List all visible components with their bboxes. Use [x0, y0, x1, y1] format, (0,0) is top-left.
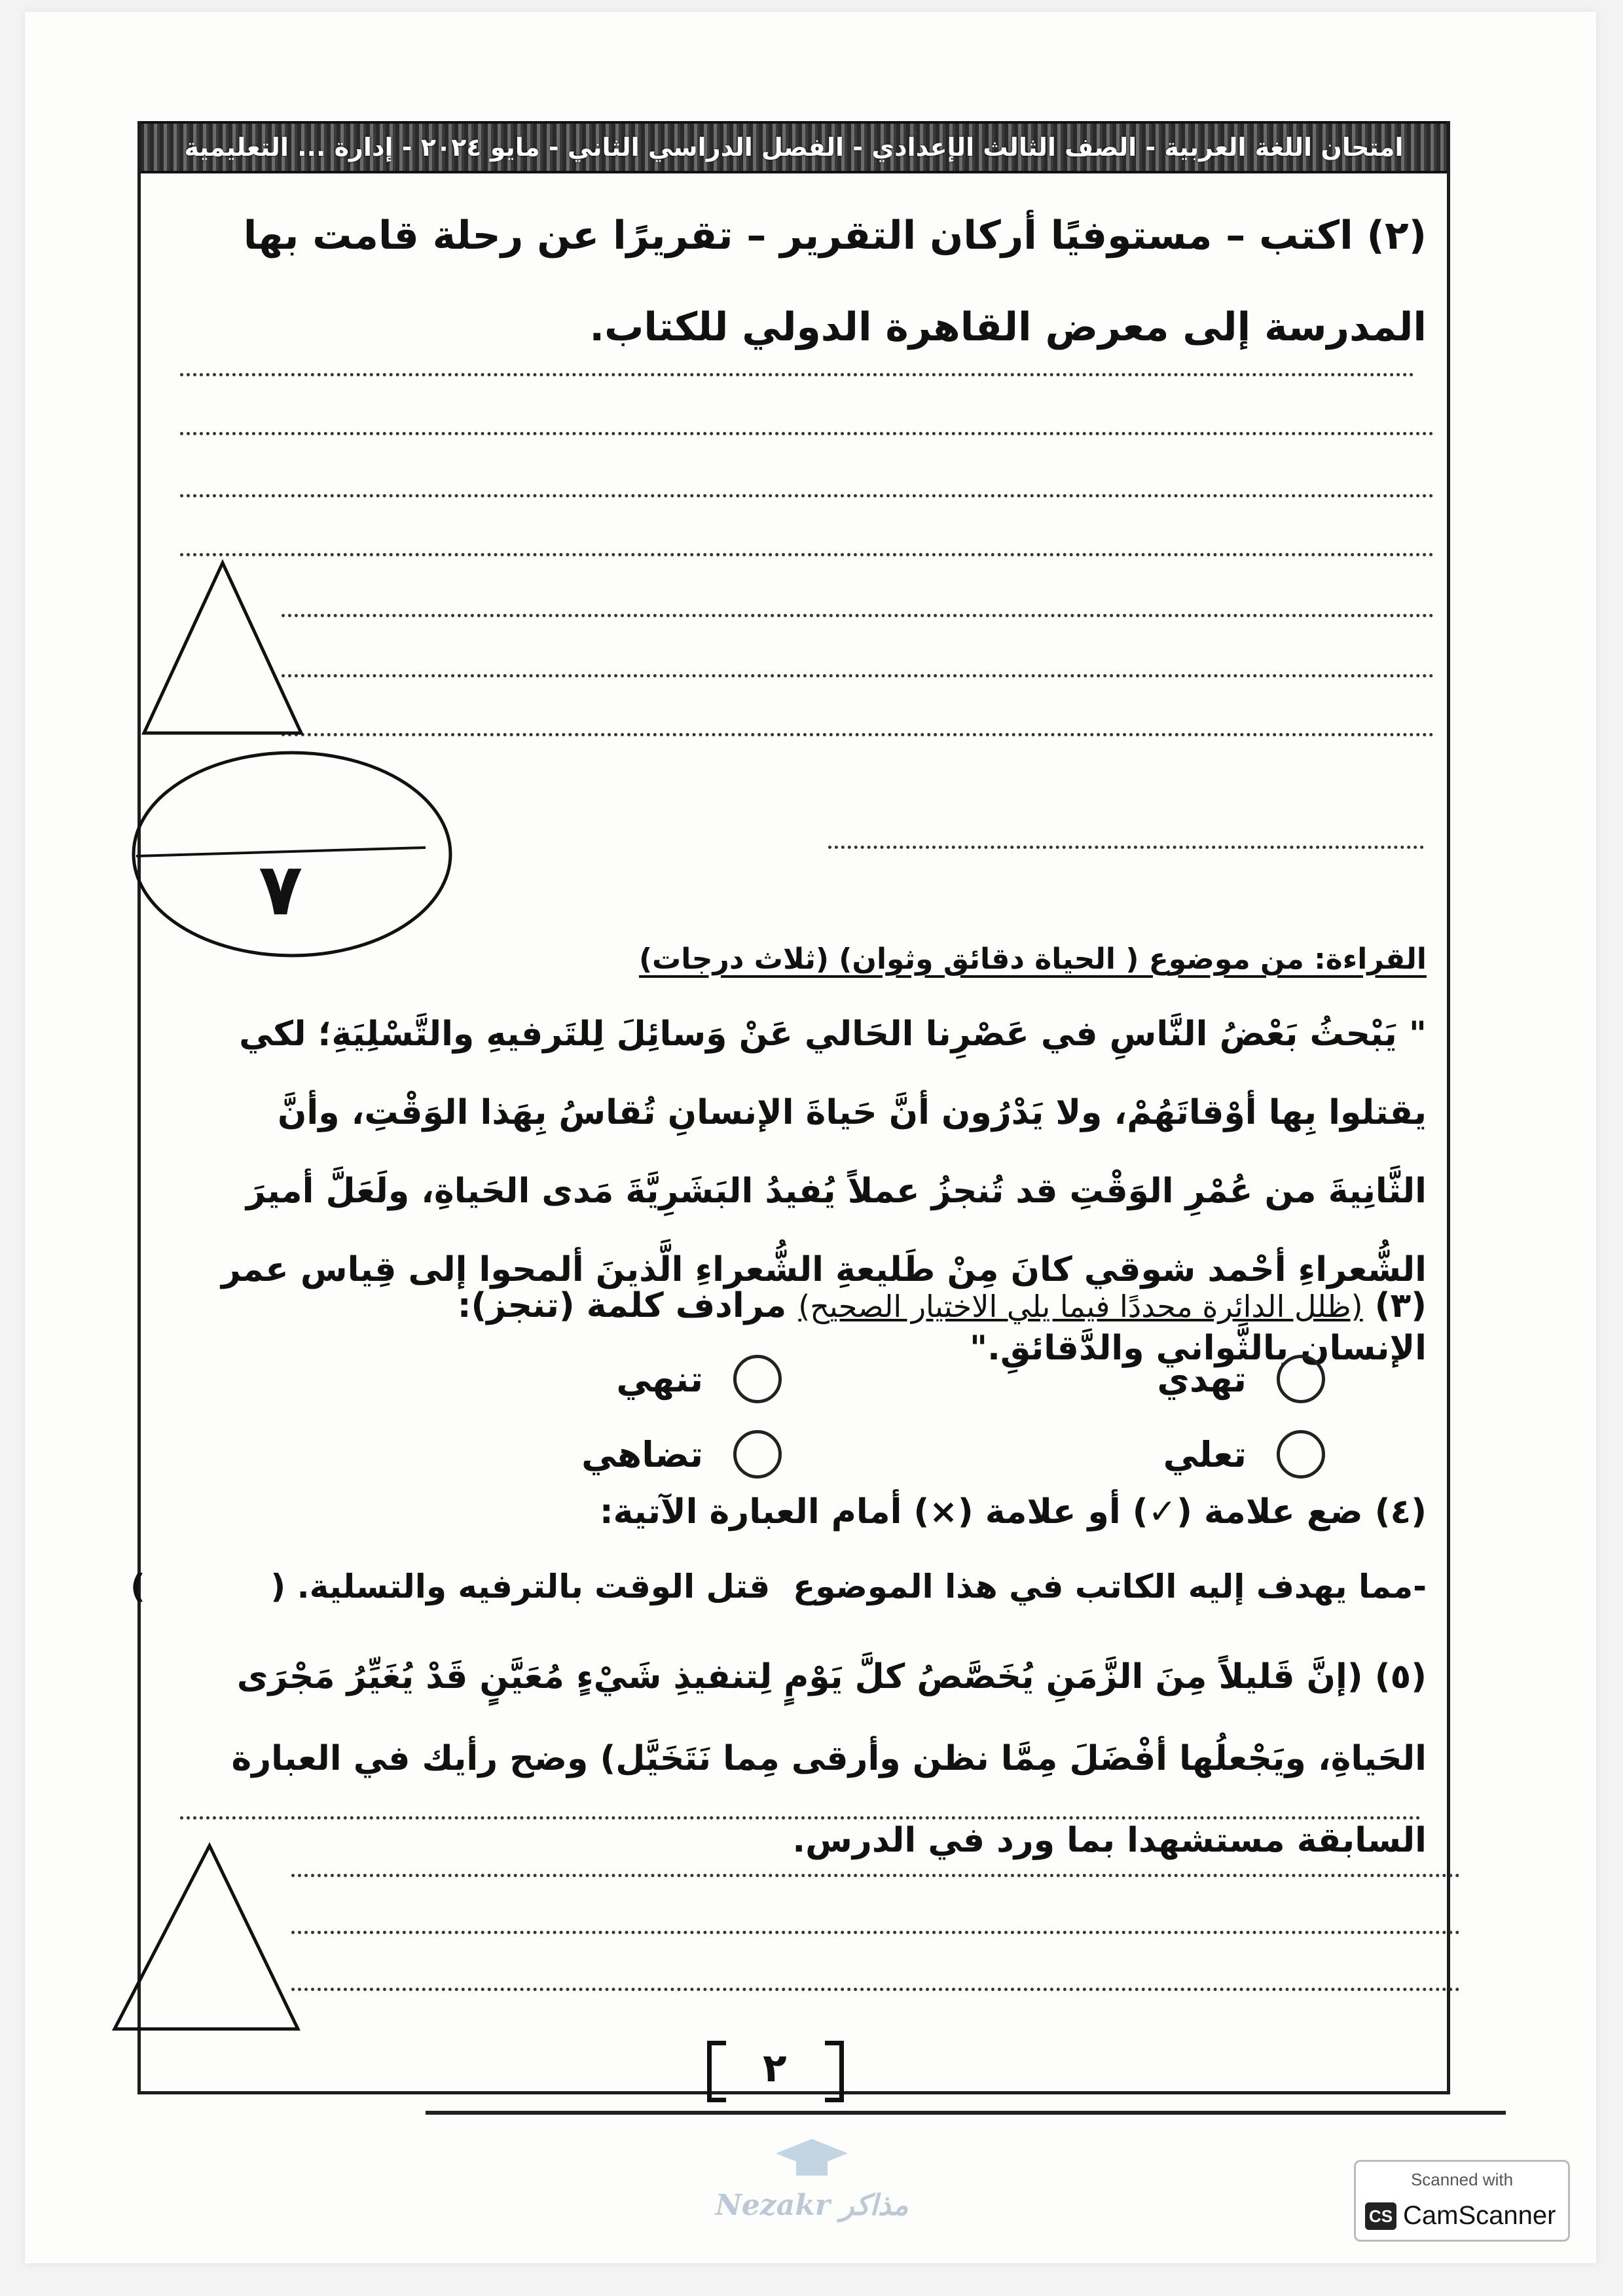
option-4[interactable] — [581, 1430, 782, 1479]
reading-passage: " يَبْحثُ بَعْضُ النَّاسِ في عَصْرِنا الحَالي عَنْ وَسائِلَ لِلتَرفيهِ والتَّسْلِيَةِ؛ لكي يقتلوا بِها أوْقاتَهُمْ، ولا يَدْرُون أنَّ حَياةَ الإنسانِ تُقاسُ بِهَذا الوَقْتِ، وأنَّ الثَّانِيةَ من عُمْرِ الوَقْتِ قد تُنجزُ عملاً يُفيدُ البَشَرِيَّةَ مَدى الحَياةِ، ولَعَلَّ أميرَ الشُّعراءِ أحْمد شوقي كانَ مِنْ طَليعةِ الشُّعراءِ الَّذينَ ألمحوا إلى قِياس عمر الإنسان بالثَّواني والدَّقائقِ." — [221, 1014, 1427, 1368]
answer-line — [828, 846, 1424, 849]
answer-line — [291, 1874, 1460, 1877]
grade-triangle-icon — [108, 1839, 304, 2036]
camscanner-logo-icon: CS — [1365, 2202, 1396, 2230]
question-3-instruction: (ظلل الدائرة محددًا فيما يلي الاختيار الصحيح) — [798, 1289, 1363, 1324]
nezakr-watermark-logo — [707, 2134, 917, 2238]
question-3-number: (٣) — [1374, 1286, 1427, 1325]
question-2: (٢) اكتب – مستوفيًا أركان التقرير – تقريرًا عن رحلة قامت بها المدرسة إلى معرض القاهرة الدولي للكتاب. — [243, 213, 1427, 350]
question-4: (٤) ضع علامة (✓) أو علامة (×) أمام العبارة الآتية: — [599, 1492, 1427, 1532]
grade-triangle-icon — [137, 556, 308, 740]
answer-line — [180, 494, 1434, 497]
radio-circle-icon[interactable] — [1277, 1355, 1325, 1403]
option-3[interactable] — [1163, 1430, 1325, 1479]
graduation-cap-icon — [773, 2134, 851, 2186]
answer-line — [291, 1931, 1460, 1934]
question-3 — [458, 1286, 1427, 1325]
option-1[interactable] — [1157, 1355, 1325, 1403]
score-value: ٧ — [259, 848, 303, 931]
answer-line — [180, 373, 1414, 376]
answer-line — [291, 1988, 1460, 1991]
watermark-text: Nezakr مذاكر — [715, 2189, 909, 2222]
answer-line — [282, 733, 1434, 736]
exam-header-title: امتحان اللغة العربية - الصف الثالث الإعدادي - الفصل الدراسي الثاني - مايو ٢٠٢٤ - إدارة ... التعليمية — [184, 133, 1404, 162]
camscanner-brand: CamScanner — [1403, 2201, 1556, 2230]
option-label: تعلي — [1163, 1433, 1247, 1475]
reading-title: القراءة: من موضوع ( الحياة دقائق وثوان) (ثلاث درجات) — [638, 942, 1427, 976]
camscanner-badge — [1354, 2160, 1570, 2242]
page-number-bracket — [825, 2041, 844, 2102]
question-5: (٥) (إنَّ قَليلاً مِنَ الزَّمَنِ يُخَصَّصُ كلَّ يَوْمٍ لِتنفيذِ شَيْءٍ مُعَيَّنٍ قَدْ يُغَيِّرُ مَجْرَى الحَياةِ، ويَجْعلُها أفْضَلَ مِمَّا نظن وأرقى مِما نَتَخَيَّل) وضح رأيك في العبارة السابقة مستشهدا بما ورد في الدرس. — [231, 1657, 1427, 1860]
page-number-bracket — [707, 2041, 726, 2102]
answer-line — [282, 674, 1434, 677]
option-label: تضاهي — [581, 1433, 703, 1475]
question-4-statement: -مما يهدف إليه الكاتب في هذا الموضوع قتل الوقت بالترفيه والتسلية. ( ) — [130, 1568, 1427, 1605]
radio-circle-icon[interactable] — [733, 1355, 782, 1403]
bottom-rule — [426, 2111, 1506, 2115]
page-number: ٢ — [763, 2045, 787, 2091]
radio-circle-icon[interactable] — [733, 1430, 782, 1479]
answer-line — [180, 432, 1434, 435]
question-3-prompt: مرادف كلمة (تنجز): — [457, 1286, 787, 1325]
radio-circle-icon[interactable] — [1277, 1430, 1325, 1479]
option-label: تنهي — [616, 1358, 703, 1400]
option-label: تهدي — [1157, 1358, 1247, 1400]
answer-line — [282, 614, 1434, 617]
answer-line — [180, 1816, 1421, 1820]
option-2[interactable] — [616, 1355, 782, 1403]
answer-line — [180, 553, 1434, 556]
scanned-with-text: Scanned with — [1410, 2170, 1514, 2189]
